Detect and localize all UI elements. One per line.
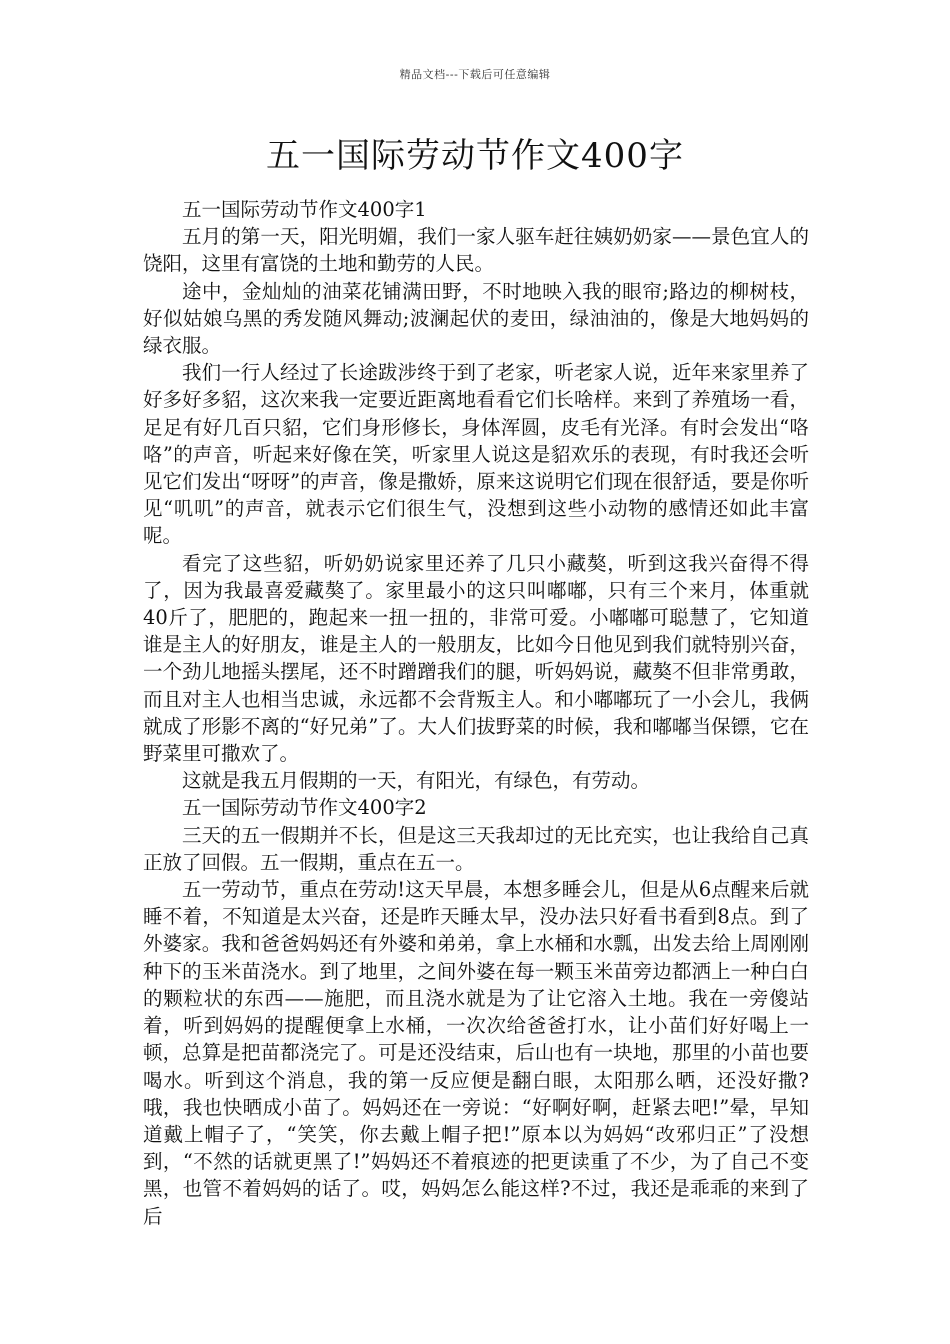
document-title: 五一国际劳动节作文400字 <box>266 136 684 176</box>
header-note: 精品文档---下载后可任意编辑 <box>399 68 551 81</box>
document-body <box>143 196 809 1230</box>
paragraph: 途中，金灿灿的油菜花铺满田野，不时地映入我的眼帘;路边的柳树枝，好似姑娘乌黑的秀发随风舞动;波澜起伏的麦田，绿油油的，像是大地妈妈的绿衣服。 <box>143 279 809 358</box>
paragraph: 这就是我五月假期的一天，有阳光，有绿色，有劳动。 <box>182 769 651 793</box>
paragraph: 五一劳动节，重点在劳动!这天早晨，本想多睡会儿，但是从6点醒来后就睡不着，不知道是太兴奋，还是昨天睡太早，没办法只好看书看到8点。到了外婆家。我和爸爸妈妈还有外婆和弟弟，拿上水桶和水瓢，出发去给上周刚刚种下的玉米苗浇水。到了地里，之间外婆在每一颗玉米苗旁边都洒上一种白白的颗粒状的东西——施肥，而且浇水就是为了让它溶入土地。我在一旁傻站着，听到妈妈的提醒便拿上水桶，一次次给爸爸打水，让小苗们好好喝上一顿，总算是把苗都浇完了。可是还没结束，后山也有一块地，那里的小苗也要喝水。听到这个消息，我的第一反应便是翻白眼，太阳那么晒，还没好撒?哦，我也快晒成小苗了。妈妈还在一旁说：“好啊好啊，赶紧去吧!”晕，早知道戴上帽子了，“笑笑，你去戴上帽子把!”原本以为妈妈“改邪归正”了没想到，“不然的话就更黑了!”妈妈还不着痕迹的把更读重了不少，为了自己不变黑，也管不着妈妈的话了。哎，妈妈怎么能这样?不过，我还是乖乖的来到了后 <box>143 878 809 1228</box>
section-heading-1: 五一国际劳动节作文400字1 <box>182 198 427 221</box>
paragraph: 三天的五一假期并不长，但是这三天我却过的无比充实，也让我给自己真正放了回假。五一假期，重点在五一。 <box>143 823 809 874</box>
paragraph: 五月的第一天，阳光明媚，我们一家人驱车赶往姨奶奶家——景色宜人的饶阳，这里有富饶的土地和勤劳的人民。 <box>143 225 809 276</box>
paragraph: 看完了这些貂，听奶奶说家里还养了几只小藏獒，听到这我兴奋得不得了，因为我最喜爱藏獒了。家里最小的这只叫嘟嘟，只有三个来月，体重就40斤了，肥肥的，跑起来一扭一扭的，非常可爱。小嘟嘟可聪慧了，它知道谁是主人的好朋友，谁是主人的一般朋友，比如今日他见到我们就特别兴奋，一个劲儿地摇头摆尾，还不时蹭蹭我们的腿，听妈妈说，藏獒不但非常勇敢，而且对主人也相当忠诚，永远都不会背叛主人。和小嘟嘟玩了一小会儿，我俩就成了形影不离的“好兄弟”了。大人们拔野菜的时候，我和嘟嘟当保镖，它在野菜里可撒欢了。 <box>143 551 809 766</box>
section-heading-2: 五一国际劳动节作文400字2 <box>182 796 427 820</box>
paragraph: 我们一行人经过了长途跋涉终于到了老家，听老家人说，近年来家里养了好多好多貂，这次来我一定要近距离地看看它们长啥样。来到了养殖场一看，足足有好几百只貂，它们身形修长，身体浑圆，皮毛有光泽。有时会发出“咯咯”的声音，听起来好像在笑，听家里人说这是貂欢乐的表现，有时我还会听见它们发出“呀呀”的声音，像是撒娇，原来这说明它们现在很舒适，要是你听见“叽叽”的声音，就表示它们很生气，没想到这些小动物的感情还如此丰富呢。 <box>143 361 809 548</box>
